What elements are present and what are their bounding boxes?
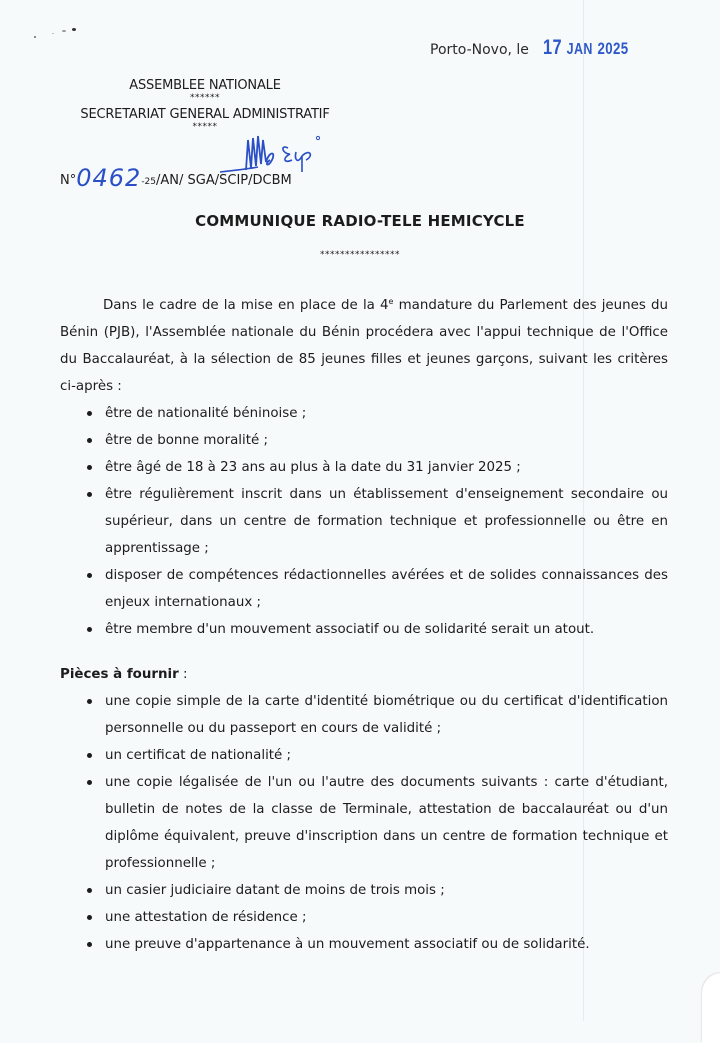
criteria-item (60, 481, 668, 562)
stamp-year: 2025 (597, 39, 629, 58)
ref-suffix: /AN/ SGA/SCIP/DCBM (156, 173, 292, 188)
piece-text: une preuve d'appartenance à un mouvement associatif ou de solidarité. (105, 937, 590, 952)
piece-item (60, 742, 668, 769)
ref-year: -25 (141, 177, 157, 187)
bullet-icon (87, 753, 92, 758)
bullet-icon (87, 438, 92, 443)
pieces-heading-text: Pièces à fournir (60, 667, 179, 682)
org-department: SECRETARIAT GENERAL ADMINISTRATIF (80, 107, 330, 122)
criteria-text: être membre d'un mouvement associatif ou de solidarité serait un atout. (105, 622, 595, 637)
page-curl-corner (702, 973, 720, 1043)
place-label: Porto-Novo, le (430, 42, 529, 58)
title-separator: **************** (320, 250, 400, 260)
bullet-icon (87, 942, 92, 947)
piece-item (60, 688, 668, 742)
criteria-text: être de nationalité béninoise ; (105, 406, 307, 421)
criteria-item (60, 400, 668, 427)
ref-prefix: N° (60, 173, 77, 188)
intro-paragraph (60, 288, 668, 400)
criteria-item (60, 454, 668, 481)
bullet-icon (87, 492, 92, 497)
bullet-icon (87, 465, 92, 470)
piece-text: un certificat de nationalité ; (105, 748, 292, 763)
ref-handwritten-number: 0462 (76, 164, 142, 192)
ordinal-superscript: e (388, 297, 394, 306)
piece-item (60, 769, 668, 877)
bullet-icon (87, 780, 92, 785)
criteria-item (60, 616, 668, 643)
document-title: COMMUNIQUE RADIO-TELE HEMICYCLE (195, 212, 525, 230)
criteria-item (60, 562, 668, 616)
criteria-text: être âgé de 18 à 23 ans au plus à la date du 31 janvier 2025 ; (105, 460, 521, 475)
piece-text: une copie légalisée de l'un ou l'autre des documents suivants : carte d'étudiant, bulletin de notes de la classe de Terminale, attestation de baccalauréat ou d'un diplôme équivalent, preuve d'inscription dans un centre de formation technique et professionnelle ; (105, 775, 668, 871)
date-stamp (543, 36, 629, 60)
criteria-text: disposer de compétences rédactionnelles avérées et de solides connaissances des enjeux internationaux ; (105, 568, 668, 610)
bullet-icon (87, 411, 92, 416)
bullet-icon (87, 915, 92, 920)
criteria-item (60, 427, 668, 454)
piece-item (60, 877, 668, 904)
piece-text: une copie simple de la carte d'identité biométrique ou du certificat d'identification personnelle ou du passeport en cours de validité ; (105, 694, 668, 736)
bullet-icon (87, 573, 92, 578)
bullet-icon (87, 699, 92, 704)
document-body (60, 288, 668, 958)
pieces-heading-colon: : (178, 667, 188, 682)
criteria-list (60, 400, 668, 643)
separator-stars: ****** (190, 93, 220, 103)
intro-text: mandature du Parlement des jeunes du Bénin (PJB), l'Assemblée nationale du Bénin procédera avec l'appui technique de l'Office du Baccalauréat, à la sélection de 85 jeunes filles et jeunes garçons, suivant les critères ci-après : (60, 298, 668, 394)
bullet-icon (87, 627, 92, 632)
bullet-icon (87, 888, 92, 893)
piece-text: un casier judiciaire datant de moins de trois mois ; (105, 883, 445, 898)
letterhead (60, 78, 350, 136)
stamp-day: 17 (543, 36, 563, 59)
criteria-text: être régulièrement inscrit dans un établissement d'enseignement secondaire ou supérieur, dans un centre de formation technique et professionnelle ou être en apprentissage ; (105, 487, 668, 556)
piece-item (60, 931, 668, 958)
date-line (430, 36, 653, 60)
pieces-heading (60, 661, 668, 688)
intro-text: Dans le cadre de la mise en place de la 4 (103, 298, 389, 313)
pieces-list (60, 688, 668, 958)
piece-text: une attestation de résidence ; (105, 910, 307, 925)
criteria-text: être de bonne moralité ; (105, 433, 268, 448)
org-name: ASSEMBLEE NATIONALE (129, 78, 281, 93)
separator-stars: ***** (192, 122, 218, 132)
piece-item (60, 904, 668, 931)
reference-number (60, 164, 292, 192)
stamp-month: JAN (567, 41, 594, 58)
